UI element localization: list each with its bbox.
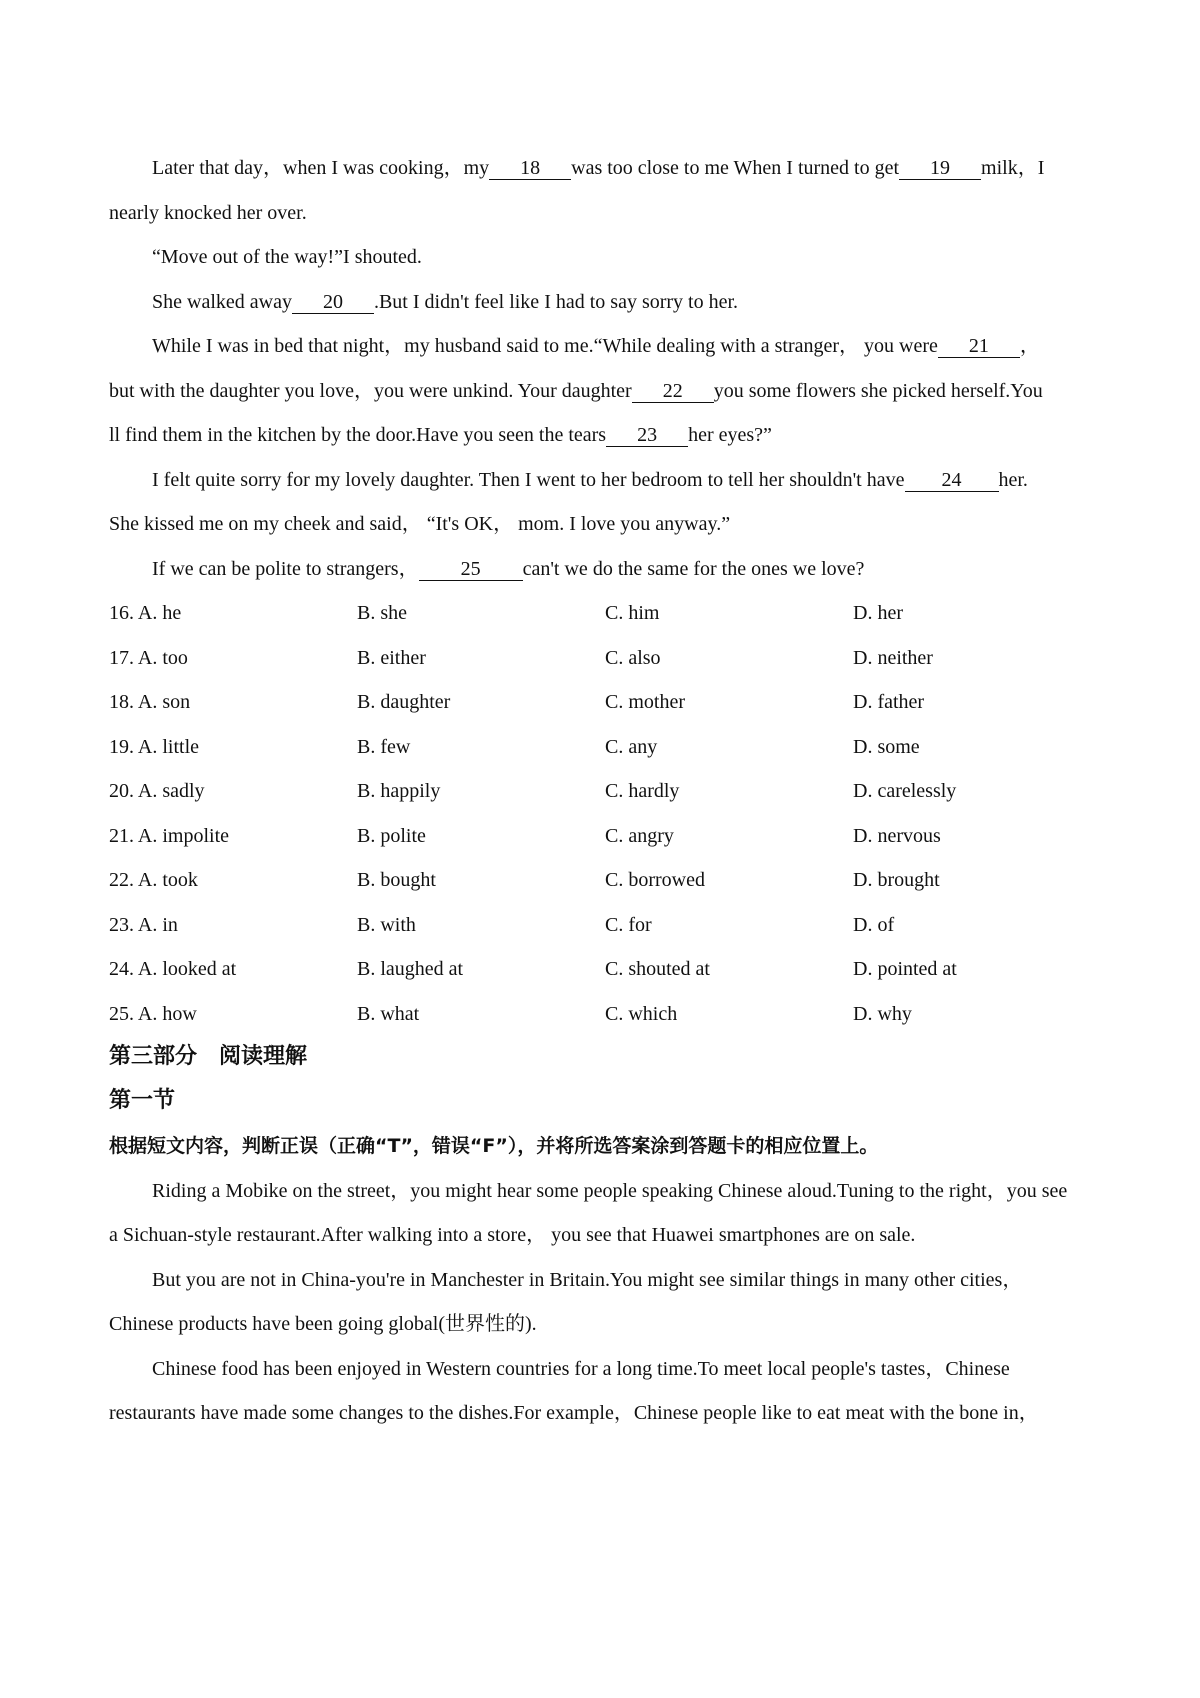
passage-text: ll find them in the kitchen by the door.Have you seen the tears	[109, 424, 607, 446]
option-16-a[interactable]: 16. A. he	[109, 602, 182, 624]
option-19-c[interactable]: C. any	[605, 736, 658, 758]
blank-18[interactable]: 18	[489, 157, 571, 180]
option-row-20	[109, 778, 1099, 804]
passage-line	[152, 333, 1099, 359]
subsection-title: 第一节	[109, 1088, 176, 1113]
option-25-b[interactable]: B. what	[357, 1003, 420, 1025]
passage-text: She walked away	[152, 291, 292, 313]
reading-line	[152, 1267, 1099, 1293]
part-title: 第三部分 阅读理解	[109, 1044, 308, 1069]
option-22-d[interactable]: D. brought	[853, 869, 940, 891]
blank-24[interactable]: 24	[905, 469, 999, 492]
option-20-a[interactable]: 20. A. sadly	[109, 780, 205, 802]
passage-line	[109, 200, 1099, 226]
option-24-a[interactable]: 24. A. looked at	[109, 958, 237, 980]
reading-text: Chinese food has been enjoyed in Western countries for a long time.To meet local people's tastes，Chinese	[152, 1358, 1010, 1380]
instruction-text: 根据短文内容，判断正误（正确“T”，错误“F”），并将所选答案涂到答题卡的相应位置上。	[109, 1135, 879, 1157]
passage-text: milk，I	[981, 157, 1045, 179]
passage-text: but with the daughter you love，you were unkind. Your daughter	[109, 380, 632, 402]
option-25-a[interactable]: 25. A. how	[109, 1003, 197, 1025]
reading-line	[109, 1311, 1099, 1337]
passage-text: She kissed me on my cheek and said， “It's OK， mom. I love you anyway.”	[109, 513, 731, 535]
blank-22[interactable]: 22	[632, 380, 714, 403]
option-19-a[interactable]: 19. A. little	[109, 736, 199, 758]
passage-text: nearly knocked her over.	[109, 202, 307, 224]
passage-text: was too close to me When I turned to get	[571, 157, 900, 179]
option-row-24	[109, 956, 1099, 982]
passage-text: her eyes?”	[688, 424, 772, 446]
option-23-d[interactable]: D. of	[853, 914, 895, 936]
blank-21[interactable]: 21	[938, 335, 1020, 358]
option-row-19	[109, 734, 1099, 760]
option-17-a[interactable]: 17. A. too	[109, 647, 188, 669]
passage-line	[152, 289, 1099, 315]
option-18-d[interactable]: D. father	[853, 691, 925, 713]
option-row-17	[109, 645, 1099, 671]
option-21-d[interactable]: D. nervous	[853, 825, 941, 847]
option-21-a[interactable]: 21. A. impolite	[109, 825, 229, 847]
option-25-c[interactable]: C. which	[605, 1003, 678, 1025]
option-row-25	[109, 1001, 1099, 1027]
reading-line	[109, 1222, 1099, 1248]
option-18-b[interactable]: B. daughter	[357, 691, 451, 713]
reading-text: a Sichuan-style restaurant.After walking into a store， you see that Huawei smartphones are on sale.	[109, 1224, 916, 1246]
passage-text: her.	[998, 469, 1028, 491]
option-row-22	[109, 867, 1099, 893]
option-24-b[interactable]: B. laughed at	[357, 958, 464, 980]
blank-23[interactable]: 23	[606, 424, 688, 447]
passage-text: Later that day，when I was cooking，my	[152, 157, 490, 179]
option-16-c[interactable]: C. him	[605, 602, 660, 624]
option-row-16	[109, 600, 1099, 626]
passage-line	[152, 556, 1099, 582]
reading-text: Chinese products have been going global(世界性的).	[109, 1313, 537, 1335]
passage-text: ，	[1019, 335, 1040, 357]
option-16-d[interactable]: D. her	[853, 602, 903, 624]
option-19-b[interactable]: B. few	[357, 736, 411, 758]
passage-text: can't we do the same for the ones we love?	[522, 558, 865, 580]
passage-text: .But I didn't feel like I had to say sorry to her.	[373, 291, 739, 313]
option-20-d[interactable]: D. carelessly	[853, 780, 957, 802]
option-row-21	[109, 823, 1099, 849]
passage-line	[109, 422, 1099, 448]
option-23-c[interactable]: C. for	[605, 914, 652, 936]
passage-line	[109, 511, 1099, 537]
option-22-b[interactable]: B. bought	[357, 869, 436, 891]
option-23-a[interactable]: 23. A. in	[109, 914, 178, 936]
option-24-c[interactable]: C. shouted at	[605, 958, 710, 980]
option-row-18	[109, 689, 1099, 715]
option-24-d[interactable]: D. pointed at	[853, 958, 957, 980]
option-21-c[interactable]: C. angry	[605, 825, 674, 847]
passage-line	[152, 244, 1099, 270]
passage-text: While I was in bed that night，my husband said to me.“While dealing with a stranger， you were	[152, 335, 938, 357]
passage-line	[109, 378, 1099, 404]
option-23-b[interactable]: B. with	[357, 914, 416, 936]
blank-19[interactable]: 19	[899, 157, 981, 180]
reading-line	[152, 1356, 1099, 1382]
passage-text: “Move out of the way!”I shouted.	[152, 246, 422, 268]
option-17-b[interactable]: B. either	[357, 647, 426, 669]
option-18-c[interactable]: C. mother	[605, 691, 685, 713]
passage-line	[152, 155, 1099, 181]
option-22-c[interactable]: C. borrowed	[605, 869, 705, 891]
option-21-b[interactable]: B. polite	[357, 825, 426, 847]
passage-text: you some flowers she picked herself.You	[713, 380, 1043, 402]
blank-20[interactable]: 20	[292, 291, 374, 314]
reading-line	[152, 1178, 1099, 1204]
option-16-b[interactable]: B. she	[357, 602, 407, 624]
option-19-d[interactable]: D. some	[853, 736, 920, 758]
option-20-c[interactable]: C. hardly	[605, 780, 680, 802]
reading-text: restaurants have made some changes to the dishes.For example，Chinese people like to eat meat with the bone in，	[109, 1402, 1039, 1424]
option-17-c[interactable]: C. also	[605, 647, 661, 669]
option-20-b[interactable]: B. happily	[357, 780, 441, 802]
option-22-a[interactable]: 22. A. took	[109, 869, 198, 891]
reading-text: But you are not in China-you're in Manchester in Britain.You might see similar things in many other cities，	[152, 1269, 1023, 1291]
option-row-23	[109, 912, 1099, 938]
reading-line	[109, 1400, 1099, 1426]
passage-text: I felt quite sorry for my lovely daughter. Then I went to her bedroom to tell her shouldn't have	[152, 469, 905, 491]
passage-line	[152, 467, 1099, 493]
passage-text: If we can be polite to strangers，	[152, 558, 419, 580]
option-17-d[interactable]: D. neither	[853, 647, 933, 669]
option-25-d[interactable]: D. why	[853, 1003, 912, 1025]
blank-25[interactable]: 25	[419, 558, 523, 581]
reading-text: Riding a Mobike on the street，you might hear some people speaking Chinese aloud.Tuning to the right，you see	[152, 1180, 1068, 1202]
option-18-a[interactable]: 18. A. son	[109, 691, 191, 713]
